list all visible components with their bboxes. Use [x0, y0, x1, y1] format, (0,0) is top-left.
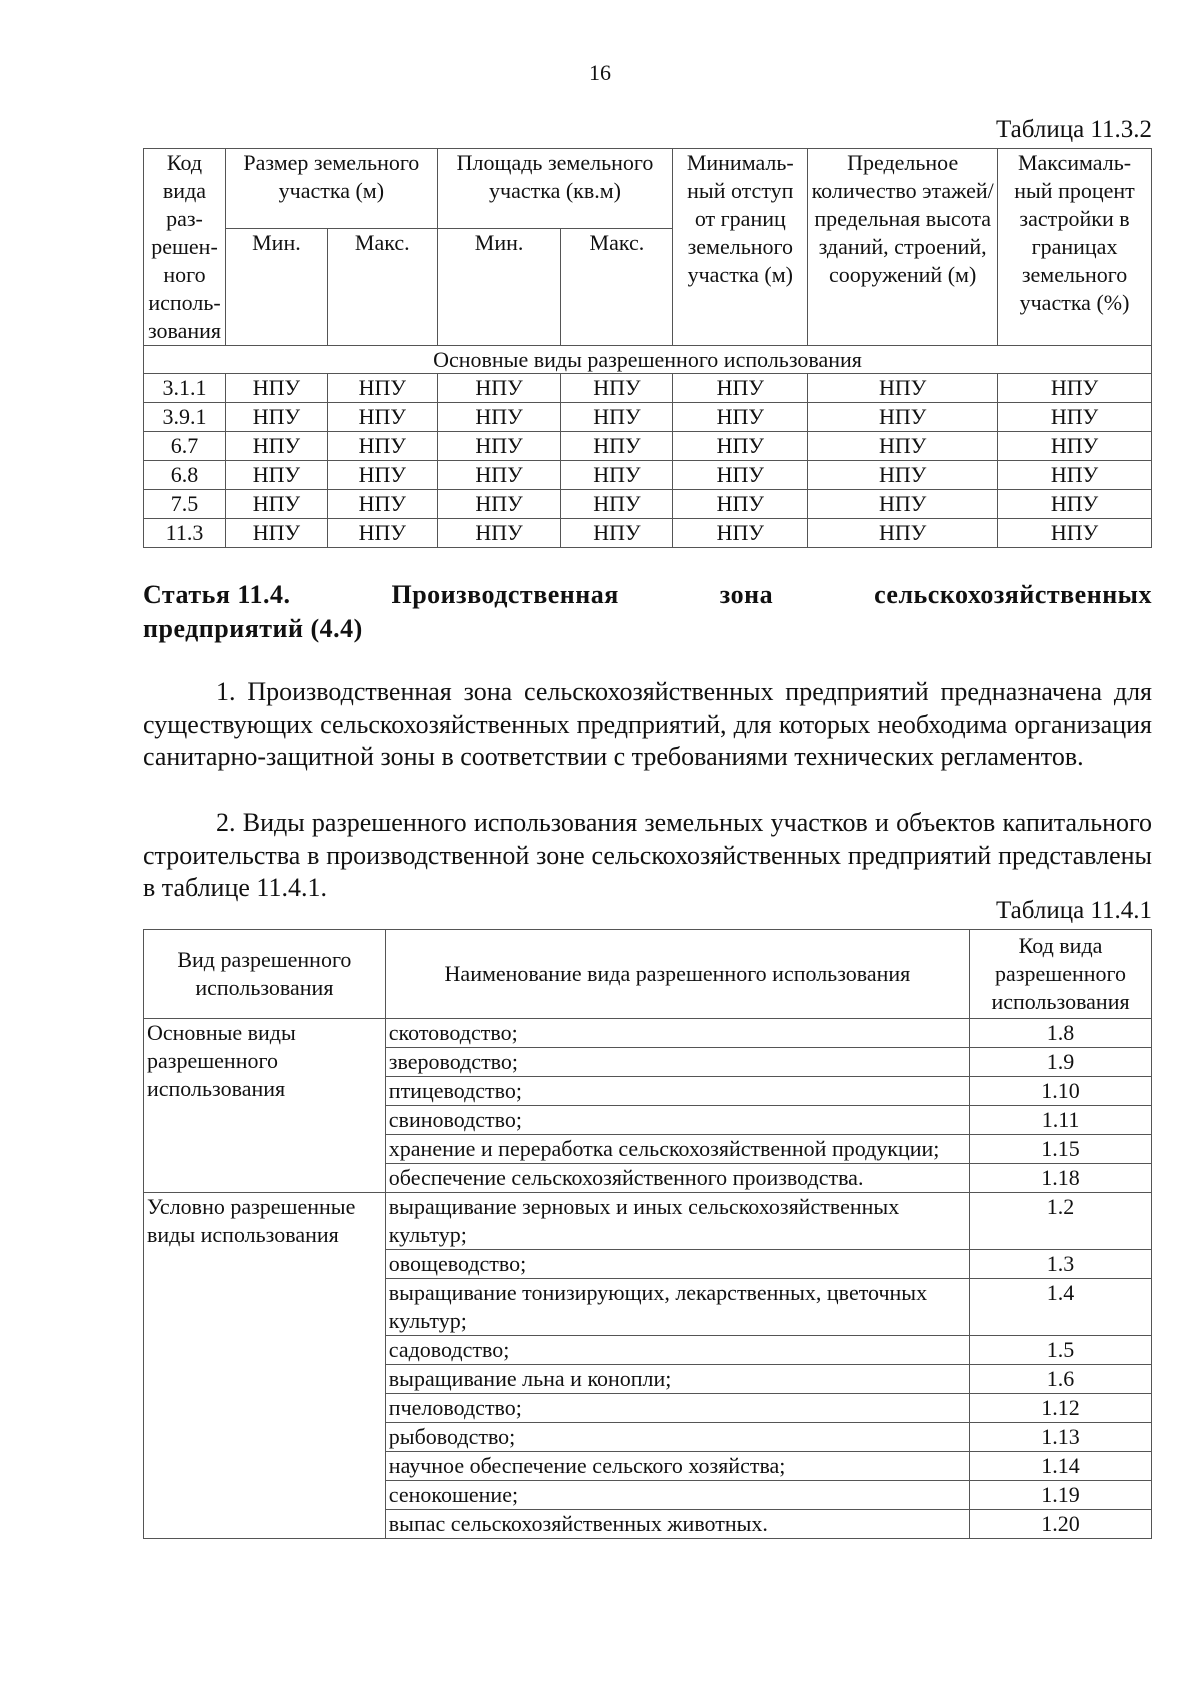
use-code-cell: 6.8 [144, 461, 226, 490]
header-floors: Предельное количество этажей/ предельная высота зданий, строений, сооружений (м) [808, 149, 998, 346]
value-cell: НПУ [808, 403, 998, 432]
article-number: Статья 11.4. [143, 580, 291, 609]
header-percent: Максималь-ный процент застройки в границах земельного участка (%) [998, 149, 1152, 346]
use-code-cell: 1.9 [970, 1048, 1152, 1077]
use-name-cell: научное обеспечение сельского хозяйства; [385, 1452, 969, 1481]
paragraph-2: 2. Виды разрешенного использования земельных участков и объектов капитального строительства в производственной зоне сельскохозяйственных предприятий представлены в таблице 11.4.1. [143, 808, 1152, 902]
use-code-cell: 6.7 [144, 432, 226, 461]
value-cell: НПУ [437, 403, 561, 432]
use-code-cell: 1.10 [970, 1077, 1152, 1106]
use-name-cell: садоводство; [385, 1336, 969, 1365]
value-cell: НПУ [998, 490, 1152, 519]
value-cell: НПУ [437, 374, 561, 403]
value-cell: НПУ [561, 490, 673, 519]
value-cell: НПУ [561, 519, 673, 548]
value-cell: НПУ [225, 519, 327, 548]
value-cell: НПУ [673, 461, 808, 490]
use-name-cell: пчеловодство; [385, 1394, 969, 1423]
use-code-cell: 1.5 [970, 1336, 1152, 1365]
value-cell: НПУ [561, 432, 673, 461]
use-code-cell: 1.20 [970, 1510, 1152, 1539]
table-row [144, 374, 1152, 403]
value-cell: НПУ [327, 403, 437, 432]
value-cell: НПУ [437, 519, 561, 548]
use-code-cell: 1.13 [970, 1423, 1152, 1452]
header-use-name: Наименование вида разрешенного использования [385, 930, 969, 1019]
value-cell: НПУ [327, 374, 437, 403]
value-cell: НПУ [808, 374, 998, 403]
value-cell: НПУ [225, 403, 327, 432]
use-code-cell: 1.12 [970, 1394, 1152, 1423]
use-name-cell: хранение и переработка сельскохозяйственной продукции; [385, 1135, 969, 1164]
use-code-cell: 1.18 [970, 1164, 1152, 1193]
use-name-cell: овощеводство; [385, 1250, 969, 1279]
value-cell: НПУ [998, 519, 1152, 548]
value-cell: НПУ [327, 461, 437, 490]
table-section-title: Основные виды разрешенного использования [144, 346, 1152, 374]
permitted-use-table [143, 929, 1152, 1539]
value-cell: НПУ [561, 374, 673, 403]
article-word: Производственная [391, 580, 619, 609]
value-cell: НПУ [225, 461, 327, 490]
use-code-cell: 3.9.1 [144, 403, 226, 432]
use-name-cell: птицеводство; [385, 1077, 969, 1106]
header-size: Размер земельного участка (м) [225, 149, 437, 229]
value-cell: НПУ [808, 519, 998, 548]
value-cell: НПУ [673, 403, 808, 432]
use-name-cell: выращивание зерновых и иных сельскохозяйственных культур; [385, 1193, 969, 1250]
value-cell: НПУ [998, 403, 1152, 432]
use-group-label: Условно разрешенные виды использования [144, 1193, 386, 1539]
header-area-min: Мин. [437, 229, 561, 346]
value-cell: НПУ [808, 461, 998, 490]
header-setback: Минималь-ный отступ от границ земельного участка (м) [673, 149, 808, 346]
value-cell: НПУ [808, 490, 998, 519]
value-cell: НПУ [998, 374, 1152, 403]
use-name-cell: рыбоводство; [385, 1423, 969, 1452]
value-cell: НПУ [437, 461, 561, 490]
use-name-cell: выпас сельскохозяйственных животных. [385, 1510, 969, 1539]
use-name-cell: выращивание льна и конопли; [385, 1365, 969, 1394]
value-cell: НПУ [437, 490, 561, 519]
header-use-kind: Вид разрешенного использования [144, 930, 386, 1019]
table-caption-11-4-1: Таблица 11.4.1 [996, 897, 1152, 924]
value-cell: НПУ [673, 432, 808, 461]
value-cell: НПУ [327, 519, 437, 548]
use-name-cell: скотоводство; [385, 1019, 969, 1048]
header-size-min: Мин. [225, 229, 327, 346]
header-area: Площадь земельного участка (кв.м) [437, 149, 673, 229]
article-word: зона [719, 580, 774, 609]
value-cell: НПУ [225, 374, 327, 403]
value-cell: НПУ [437, 432, 561, 461]
table-caption-11-3-2: Таблица 11.3.2 [996, 116, 1152, 143]
use-code-cell: 1.2 [970, 1193, 1152, 1250]
use-code-cell: 1.3 [970, 1250, 1152, 1279]
header-size-max: Макс. [327, 229, 437, 346]
use-name-cell: сенокошение; [385, 1481, 969, 1510]
value-cell: НПУ [561, 403, 673, 432]
value-cell: НПУ [673, 519, 808, 548]
value-cell: НПУ [327, 432, 437, 461]
header-code: Код вида раз-решен-ного исполь-зования [144, 149, 226, 346]
value-cell: НПУ [225, 432, 327, 461]
use-name-cell: свиноводство; [385, 1106, 969, 1135]
use-code-cell: 11.3 [144, 519, 226, 548]
value-cell: НПУ [673, 490, 808, 519]
article-heading [143, 578, 1152, 646]
value-cell: НПУ [327, 490, 437, 519]
use-code-cell: 1.4 [970, 1279, 1152, 1336]
table-row [144, 1019, 1152, 1048]
use-code-cell: 1.15 [970, 1135, 1152, 1164]
table-row [144, 490, 1152, 519]
use-group-label: Основные виды разрешенного использования [144, 1019, 386, 1193]
header-use-code: Код вида разрешенного использования [970, 930, 1152, 1019]
header-area-max: Макс. [561, 229, 673, 346]
use-code-cell: 7.5 [144, 490, 226, 519]
article-word: сельскохозяйственных [874, 580, 1152, 609]
value-cell: НПУ [225, 490, 327, 519]
value-cell: НПУ [808, 432, 998, 461]
value-cell: НПУ [673, 374, 808, 403]
table-row [144, 403, 1152, 432]
use-name-cell: выращивание тонизирующих, лекарственных, цветочных культур; [385, 1279, 969, 1336]
paragraph-1: 1. Производственная зона сельскохозяйственных предприятий предназначена для существующих сельскохозяйственных предприятий, для которых необходима организация санитарно-защитной зоны в соответствии с требованиями технических регламентов. [143, 677, 1152, 771]
value-cell: НПУ [998, 461, 1152, 490]
value-cell: НПУ [561, 461, 673, 490]
use-code-cell: 1.14 [970, 1452, 1152, 1481]
page-number: 16 [589, 60, 611, 85]
use-code-cell: 1.6 [970, 1365, 1152, 1394]
table-row [144, 1193, 1152, 1250]
use-code-cell: 1.8 [970, 1019, 1152, 1048]
use-code-cell: 1.11 [970, 1106, 1152, 1135]
use-code-cell: 3.1.1 [144, 374, 226, 403]
zoning-parameters-table [143, 148, 1152, 548]
use-name-cell: обеспечение сельскохозяйственного производства. [385, 1164, 969, 1193]
table-row [144, 519, 1152, 548]
table-row [144, 461, 1152, 490]
article-title-line2: предприятий (4.4) [143, 614, 363, 643]
use-name-cell: звероводство; [385, 1048, 969, 1077]
value-cell: НПУ [998, 432, 1152, 461]
use-code-cell: 1.19 [970, 1481, 1152, 1510]
table-row [144, 432, 1152, 461]
